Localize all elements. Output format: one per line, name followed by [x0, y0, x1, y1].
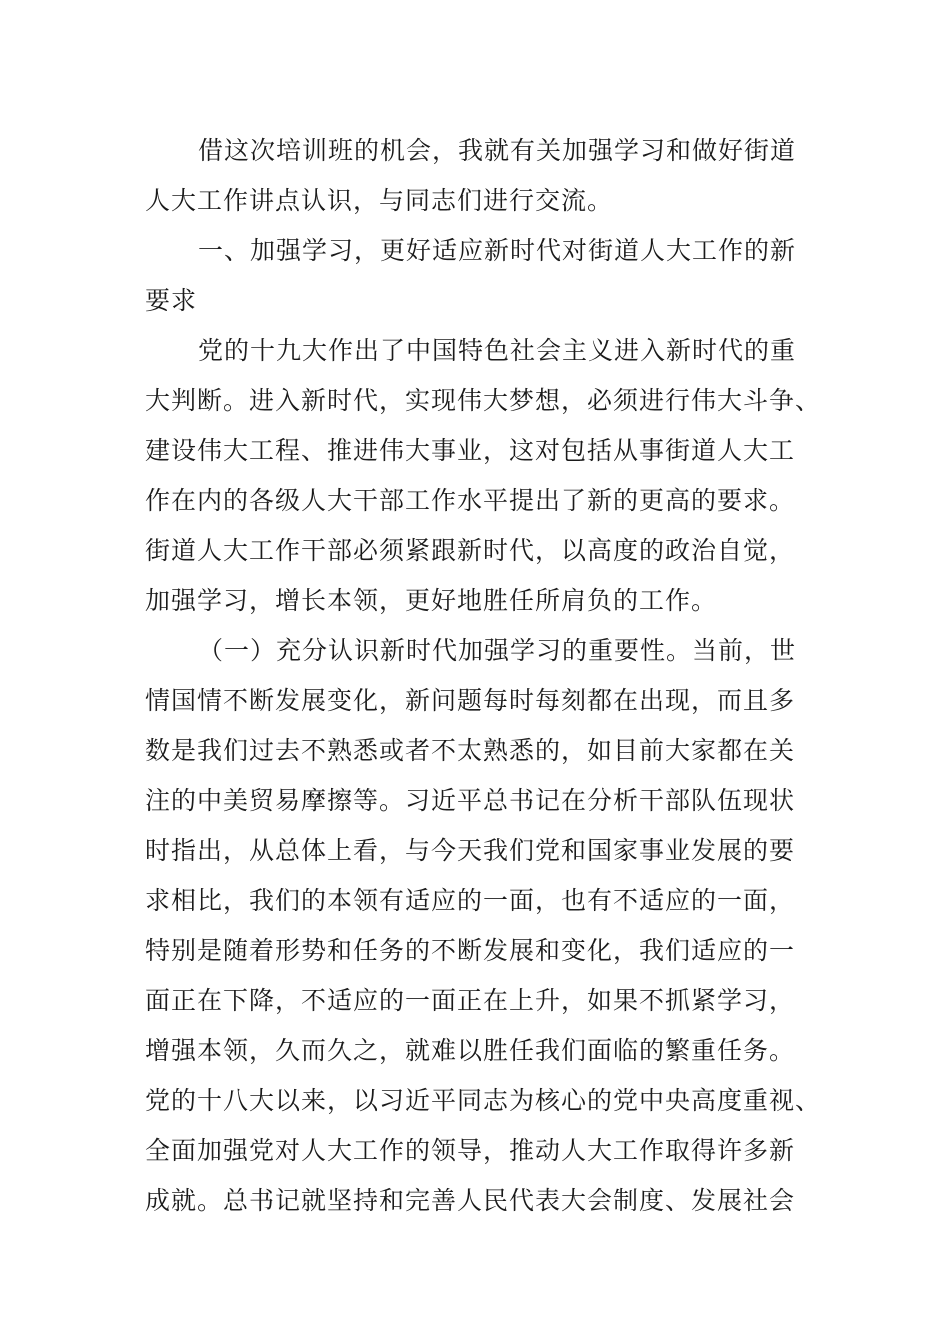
paragraph-line: 人大工作讲点认识，与同志们进行交流。 [145, 186, 614, 215]
paragraph-line: 街道人大工作干部必须紧跟新时代，以高度的政治自觉， [145, 536, 796, 565]
paragraph-line: 大判断。进入新时代，实现伟大梦想，必须进行伟大斗争、 [145, 386, 822, 415]
paragraph-line: 全面加强党对人大工作的领导，推动人大工作取得许多新 [145, 1136, 796, 1165]
paragraph-line: 时指出，从总体上看，与今天我们党和国家事业发展的要 [145, 836, 796, 865]
paragraph-line: 面正在下降，不适应的一面正在上升，如果不抓紧学习， [145, 986, 796, 1015]
paragraph-line: 注的中美贸易摩擦等。习近平总书记在分析干部队伍现状 [145, 786, 796, 815]
paragraph-line: 数是我们过去不熟悉或者不太熟悉的，如目前大家都在关 [145, 736, 796, 765]
paragraph-line: 特别是随着形势和任务的不断发展和变化，我们适应的一 [145, 936, 796, 965]
paragraph-line: 作在内的各级人大干部工作水平提出了新的更高的要求。 [145, 486, 796, 515]
paragraph-line: 借这次培训班的机会，我就有关加强学习和做好街道 [198, 136, 797, 165]
paragraph-line: 求相比，我们的本领有适应的一面，也有不适应的一面， [145, 886, 796, 915]
subsection-line: （一）充分认识新时代加强学习的重要性。当前，世 [198, 636, 797, 665]
section-heading-line: 一、加强学习，更好适应新时代对街道人大工作的新 [198, 236, 797, 265]
section-heading-line: 要求 [145, 286, 198, 315]
paragraph-line: 党的十九大作出了中国特色社会主义进入新时代的重 [198, 336, 797, 365]
paragraph-line: 成就。总书记就坚持和完善人民代表大会制度、发展社会 [145, 1186, 796, 1215]
paragraph-line: 情国情不断发展变化，新问题每时每刻都在出现，而且多 [145, 686, 796, 715]
paragraph-line: 增强本领，久而久之，就难以胜任我们面临的繁重任务。 [145, 1036, 796, 1065]
paragraph-line: 建设伟大工程、推进伟大事业，这对包括从事街道人大工 [145, 436, 796, 465]
paragraph-line: 加强学习，增长本领，更好地胜任所肩负的工作。 [145, 586, 718, 615]
paragraph-line: 党的十八大以来，以习近平同志为核心的党中央高度重视、 [145, 1086, 822, 1115]
